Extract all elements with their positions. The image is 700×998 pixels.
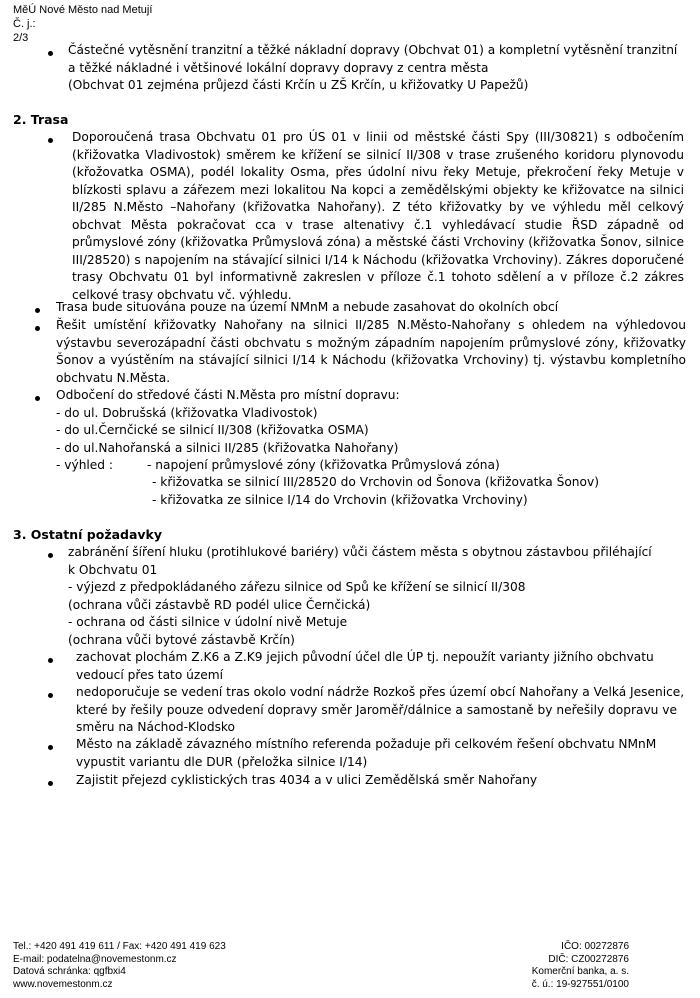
b3-line: které by řešily pouze odvedení dopravy směr Jaroměř/dálnice a samostaně by neřešily dopravu ve — [76, 702, 677, 717]
footer-ico: IČO: 00272876 — [561, 941, 629, 952]
footer-contacts — [13, 941, 226, 991]
b1-line: - ochrana od části silnice v údolní nivě Metuje — [68, 615, 348, 629]
ostatni-bullet-2 — [76, 649, 688, 684]
b1-line: (ochrana vůči zástavbě RD podél ulice Černčická) — [68, 597, 371, 612]
b1-line: - výjezd z předpokládaného zářezu silnice od Spů ke křížení se silnicí II/308 — [68, 580, 526, 594]
vyhled-item: - napojení průmyslové zóny (křižovatka Průmyslová zóna) — [147, 458, 500, 472]
bullet-dot — [48, 745, 53, 750]
bullet4-sub: - do ul.Nahořanská a silnici II/285 (křižovatka Nahořany) — [56, 440, 399, 455]
footer-databox: Datová schránka: qgfbxi4 — [13, 966, 126, 977]
bullet-dot — [35, 326, 40, 331]
section-heading-ostatni: 3. Ostatní požadavky — [13, 527, 163, 542]
b1-line: k Obchvatu 01 — [68, 562, 158, 577]
trasa-bullet-1: Doporoučená trasa Obchvatu 01 pro ÚS 01 v linii od městské části Spy (III/30821) s odbočením (křižovatka Vladivostok) směrem ke křížení se silnicí II/308 v trase zrušeného koridoru plynovodu (křožovatka OSMA), podél lokality Osma, přes údolní nivu řeky Metuje, překročení řeky Metuje v blízkosti splavu a zářezem mezi lokalitou Na kopci a zemědělskými objekty ke křižovatce na silnici II/285 N.Město –Nahořany (křižovatka Nahořany). Z této křižovatky by ve výhledu měl celkový obchvat Města pokračovat cca v trase altenativy č.1 vyhledávací studie ŘSD západně od průmyslové zóny (křižovatka Průmyslová zóna) a městské části Vrchoviny (křižovatka Šonov, silnice III/28520) s napojením na stávající silnici I/14 k Náchodu (křižovatka Vrchoviny). Zákres doporučené trasy Obchvatu 01 byl informativně zakreslen v příloze č.1 tohoto sdělení a v příloze č.2 zákres celkové trasy obchvatu vč. výhledu. — [72, 130, 684, 302]
page-number: 2/3 — [13, 32, 29, 44]
vyhled-item: - křižovatka se silnicí III/28520 do Vrchovin od Šonova (křižovatka Šonov) — [152, 475, 599, 489]
trasa-bullet-3: Řešit umístění křižovatky Nahořany na silnici II/285 N.Město-Nahořany s ohledem na výhledovou výstavbu severozápadní části obchvatu s možným západním napojením průmyslové zóny, křižovatky Šonov a vyústěním na stávající silnici I/14 k Náchodu (křižovatka Vrchoviny) tj. výstavbu kompletního obchvatu N.Města. — [56, 318, 686, 385]
b2-line: vedoucí přes tato území — [76, 667, 224, 682]
trasa-bullet-2: Trasa bude situována pouze na území NMnM a nebude zasahovat do okolních obcí — [56, 300, 559, 314]
ostatni-bullet-4 — [76, 736, 688, 771]
b2-line: zachovat plochám Z.K6 a Z.K9 jejich původní účel dle ÚP tj. nepoužít varianty jižního obchvatu — [76, 650, 654, 664]
bullet4-sub: - do ul. Dobrušská (křižovatka Vladivostok) — [56, 405, 318, 420]
footer-email: E-mail: podatelna@novemestonm.cz — [13, 953, 177, 965]
footer-phone: Tel.: +420 491 419 611 / Fax: +420 491 419 623 — [13, 941, 226, 952]
b4-line: vypustit variantu dle DUR (přeložka silnice I/14) — [76, 754, 368, 769]
ostatni-bullet-1 — [68, 544, 688, 649]
bullet-dot — [48, 658, 53, 663]
bullet-dot — [48, 138, 53, 143]
b3-line: nedoporučuje se vedení tras okolo vodní nádrže Rozkoš přes území obcí Nahořany a Velká Jesenice, — [76, 685, 685, 699]
intro-bullet — [68, 42, 688, 95]
ostatni-bullet-5: Zajistit přejezd cyklistických tras 4034 a v ulici Zemědělská směr Nahořany — [76, 773, 538, 787]
footer-dic: DIČ: CZ00272876 — [548, 953, 629, 965]
footer-bank: Komerční banka, a. s. — [531, 966, 629, 977]
intro-line: (Obchvat 01 zejména průjezd části Krčín u ZŠ Krčín, u křižovatky U Papežů) — [68, 78, 529, 92]
bullet-dot — [48, 51, 53, 56]
bullet-dot — [48, 553, 53, 558]
bullet-dot — [35, 308, 40, 313]
bullet-dot — [35, 396, 40, 401]
document-header — [13, 3, 152, 45]
intro-line: a těžké nákladné i většinové lokální dopravy dopravy z centra města — [68, 60, 489, 75]
b1-line: zabránění šíření hluku (protihlukové bariéry) vůči částem města s obytnou zástavbou přiléhající — [68, 545, 652, 559]
vyhled-item: - křižovatka ze silnice I/14 do Vrchovin (křižovatka Vrchoviny) — [152, 493, 528, 507]
b1-line: (ochrana vůči bytové zástavbě Krčín) — [68, 632, 295, 647]
b4-line: Město na základě závazného místního referenda požaduje při celkovém řešení obchvatu NMnM — [76, 737, 657, 751]
intro-line: Částečné vytěsnění tranzitní a těžké nákladní dopravy (Obchvat 01) a kompletní vytěsnění tranzitní — [68, 43, 678, 57]
section-heading-trasa: 2. Trasa — [13, 112, 69, 127]
reference-number: Č. j.: — [13, 18, 36, 30]
footer-identifiers — [532, 941, 629, 991]
bullet4-lead: Odbočení do středové části N.Města pro místní dopravu: — [56, 388, 400, 402]
trasa-bullet-4 — [56, 387, 686, 457]
b3-line: směru na Náchod-Klodsko — [76, 720, 235, 734]
bullet4-sub: - do ul.Černčické se silnicí II/308 (křižovatka OSMA) — [56, 423, 369, 437]
footer-account: č. ú.: 19-927551/0100 — [531, 978, 629, 990]
bullet-dot — [48, 781, 53, 786]
vyhled-label: - výhled : — [56, 458, 114, 472]
bullet-dot — [48, 693, 53, 698]
ostatni-bullet-3 — [76, 684, 688, 737]
org-name: MěÚ Nové Město nad Metují — [13, 4, 153, 16]
footer-website: www.novemestonm.cz — [13, 978, 113, 990]
